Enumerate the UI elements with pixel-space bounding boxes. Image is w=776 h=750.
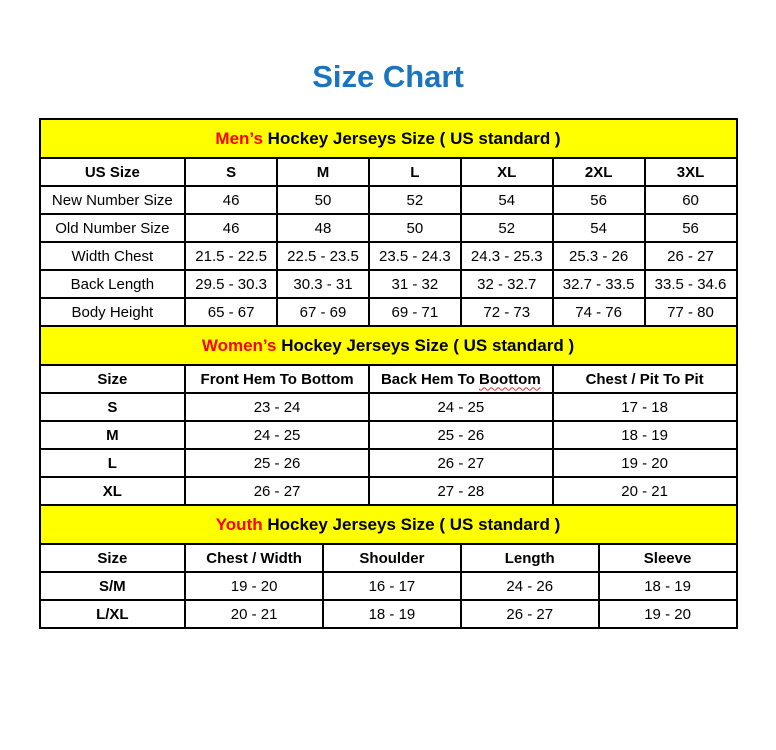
youth-value-cell: 18 - 19 [599,572,737,600]
youth-column-header-4: Sleeve [599,544,737,572]
mens-columns-row [40,158,737,186]
mens-value-cell: 74 - 76 [553,298,645,326]
womens-columns-row [40,365,737,393]
misspelled-word: Boottom [479,370,541,388]
mens-value-cell: 52 [369,186,461,214]
womens-value-cell: 27 - 28 [369,477,553,505]
youth-column-header-0: Size [40,544,186,572]
mens-value-cell: 50 [277,186,369,214]
mens-table-row [40,242,737,270]
youth-column-header-1: Chest / Width [185,544,323,572]
womens-value-cell: 18 - 19 [553,421,737,449]
womens-section-header [40,326,737,365]
womens-value-cell: 24 - 25 [185,421,369,449]
youth-column-header-2: Shoulder [323,544,461,572]
youth-section-accent: Youth [215,514,263,534]
youth-row-label: S/M [40,572,186,600]
youth-section-title-rest: Hockey Jerseys Size ( US standard ) [262,514,561,534]
youth-value-cell: 26 - 27 [461,600,599,628]
youth-value-cell: 20 - 21 [185,600,323,628]
mens-value-cell: 48 [277,214,369,242]
womens-value-cell: 19 - 20 [553,449,737,477]
mens-column-header-6: 3XL [645,158,737,186]
womens-row-label: S [40,393,186,421]
mens-table-row [40,214,737,242]
womens-value-cell: 25 - 26 [185,449,369,477]
mens-value-cell: 52 [461,214,553,242]
womens-table-row [40,393,737,421]
youth-column-header-3: Length [461,544,599,572]
mens-table-row [40,298,737,326]
youth-value-cell: 19 - 20 [185,572,323,600]
mens-row-label: Old Number Size [40,214,186,242]
mens-value-cell: 31 - 32 [369,270,461,298]
mens-section-header [40,119,737,158]
womens-row-label: L [40,449,186,477]
mens-value-cell: 54 [553,214,645,242]
womens-value-cell: 20 - 21 [553,477,737,505]
youth-value-cell: 16 - 17 [323,572,461,600]
youth-columns-row [40,544,737,572]
womens-column-header-0: Size [40,365,186,393]
size-tables [39,118,738,629]
womens-value-cell: 17 - 18 [553,393,737,421]
mens-row-label: New Number Size [40,186,186,214]
womens-section-title-rest: Hockey Jerseys Size ( US standard ) [276,335,575,355]
mens-value-cell: 54 [461,186,553,214]
womens-value-cell: 24 - 25 [369,393,553,421]
mens-value-cell: 24.3 - 25.3 [461,242,553,270]
mens-section-title-rest: Hockey Jerseys Size ( US standard ) [262,128,561,148]
mens-value-cell: 77 - 80 [645,298,737,326]
mens-value-cell: 69 - 71 [369,298,461,326]
youth-table-row [40,572,737,600]
womens-value-cell: 25 - 26 [369,421,553,449]
womens-column-header-1: Front Hem To Bottom [185,365,369,393]
mens-value-cell: 65 - 67 [185,298,277,326]
womens-column-header-3: Chest / Pit To Pit [553,365,737,393]
mens-column-header-2: M [277,158,369,186]
mens-table-row [40,270,737,298]
womens-row-label: XL [40,477,186,505]
mens-value-cell: 21.5 - 22.5 [185,242,277,270]
womens-column-header-2: Back Hem To Boottom [369,365,553,393]
womens-value-cell: 26 - 27 [369,449,553,477]
mens-column-header-3: L [369,158,461,186]
mens-value-cell: 67 - 69 [277,298,369,326]
womens-row-label: M [40,421,186,449]
mens-section-accent: Men’s [215,128,263,148]
mens-row-label: Width Chest [40,242,186,270]
youth-section-header [40,505,737,544]
mens-row-label: Back Length [40,270,186,298]
youth-table-row [40,600,737,628]
womens-table-row [40,421,737,449]
mens-value-cell: 32 - 32.7 [461,270,553,298]
mens-value-cell: 30.3 - 31 [277,270,369,298]
mens-column-header-1: S [185,158,277,186]
mens-column-header-0: US Size [40,158,186,186]
womens-value-cell: 26 - 27 [185,477,369,505]
womens-value-cell: 23 - 24 [185,393,369,421]
mens-section-row [40,119,737,158]
youth-section-row [40,505,737,544]
mens-row-label: Body Height [40,298,186,326]
mens-value-cell: 46 [185,214,277,242]
womens-table-row [40,477,737,505]
youth-value-cell: 18 - 19 [323,600,461,628]
womens-section-accent: Women’s [201,335,277,355]
mens-value-cell: 56 [553,186,645,214]
mens-value-cell: 46 [185,186,277,214]
mens-value-cell: 72 - 73 [461,298,553,326]
womens-section-row [40,326,737,365]
womens-table-row [40,449,737,477]
youth-size-table [39,504,738,629]
mens-value-cell: 29.5 - 30.3 [185,270,277,298]
youth-row-label: L/XL [40,600,186,628]
size-chart-page [0,58,776,629]
mens-value-cell: 23.5 - 24.3 [369,242,461,270]
page-title: Size Chart [312,59,464,94]
mens-value-cell: 50 [369,214,461,242]
mens-column-header-5: 2XL [553,158,645,186]
mens-value-cell: 22.5 - 23.5 [277,242,369,270]
mens-column-header-4: XL [461,158,553,186]
mens-table-row [40,186,737,214]
youth-value-cell: 19 - 20 [599,600,737,628]
mens-value-cell: 26 - 27 [645,242,737,270]
mens-value-cell: 32.7 - 33.5 [553,270,645,298]
womens-size-table [39,325,738,506]
mens-value-cell: 60 [645,186,737,214]
mens-size-table [39,118,738,327]
youth-value-cell: 24 - 26 [461,572,599,600]
mens-value-cell: 56 [645,214,737,242]
mens-value-cell: 25.3 - 26 [553,242,645,270]
mens-value-cell: 33.5 - 34.6 [645,270,737,298]
